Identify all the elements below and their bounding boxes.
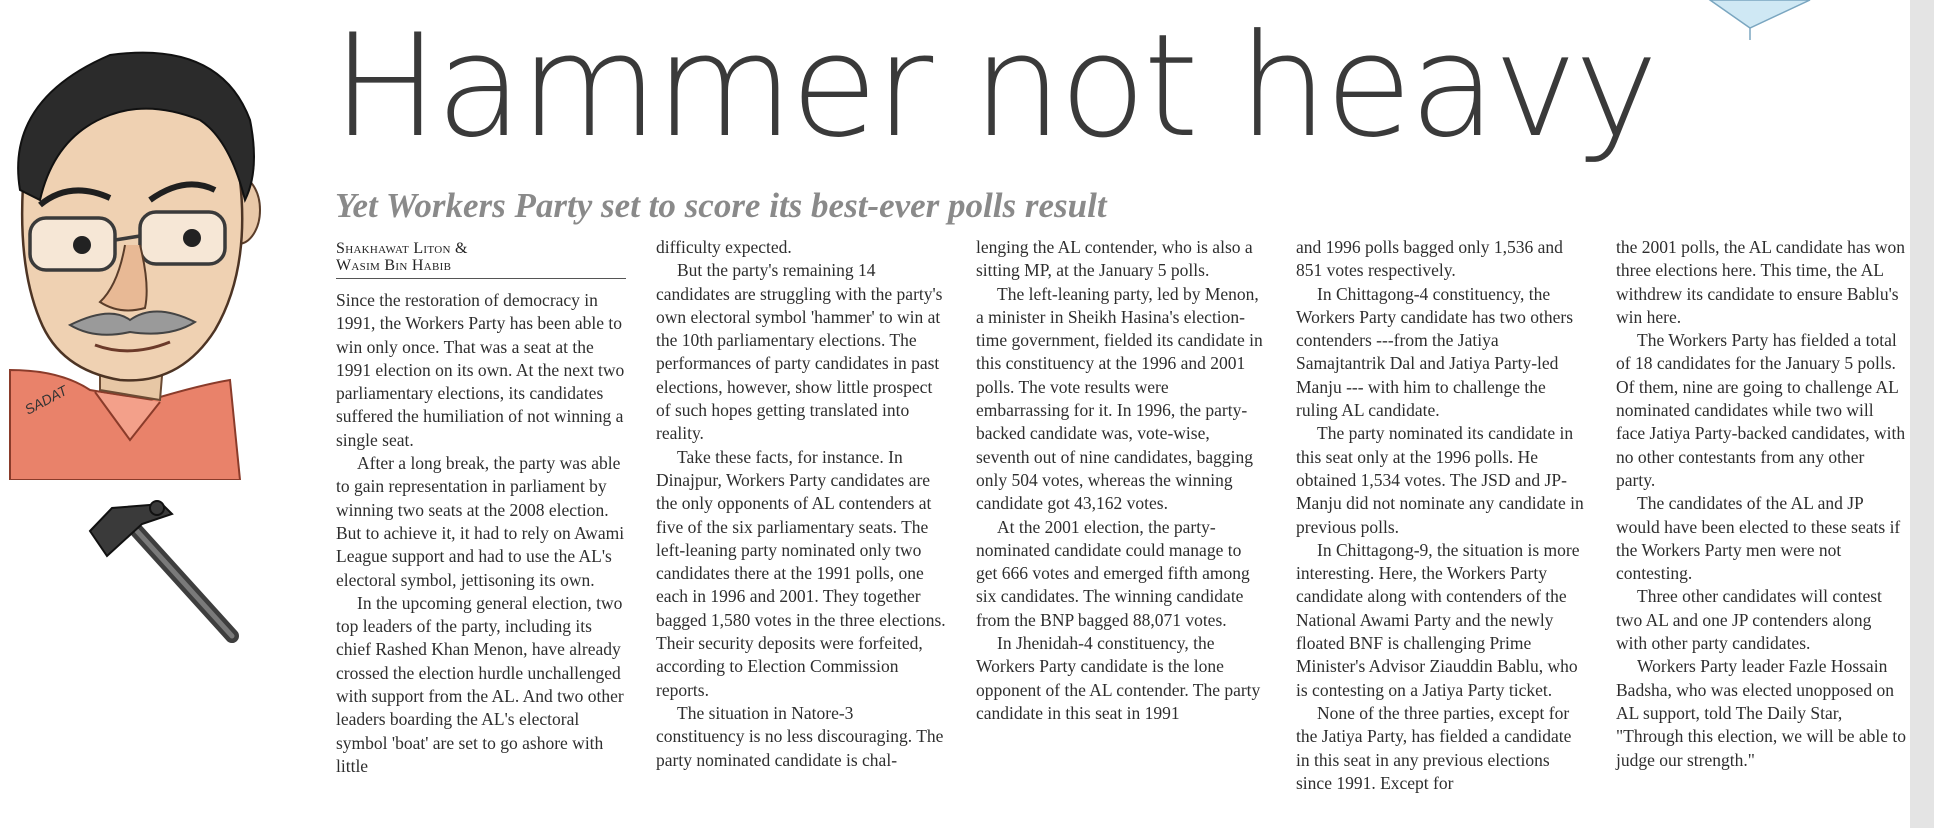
paragraph: The Workers Party has fielded a total of 18 candidates for the January 5 polls. Of them, nine are going to challenge AL nominated candidates while two will face Jatiya Party-backed candidates, with no other contestants from any other party. bbox=[1616, 330, 1906, 490]
byline bbox=[336, 240, 626, 279]
byline-author-2: Wasim Bin Habib bbox=[336, 257, 452, 274]
paragraph: and 1996 polls bagged only 1,536 and 851 votes respectively. bbox=[1296, 237, 1563, 281]
paragraph: In Chittagong-9, the situation is more interesting. Here, the Workers Party candidate along with contenders of the National Awami Party and the newly floated BNF is challenging Prime Minister's Advisor Ziauddin Bablu, who is contesting on a Jatiya Party ticket. bbox=[1296, 539, 1580, 700]
article-column-2 bbox=[656, 236, 946, 772]
hammer-icon bbox=[82, 486, 252, 656]
paragraph: None of the three parties, except for the Jatiya Party, has fielded a candidate in this seat in any previous elections since 1991. Except for bbox=[1296, 702, 1572, 793]
cartoonist-signature: SADAT bbox=[21, 382, 70, 418]
article-column-1 bbox=[336, 289, 626, 778]
paragraph: The situation in Natore-3 constituency is no less discouraging. The party nominated candidate is chal- bbox=[656, 702, 944, 770]
paragraph: The candidates of the AL and JP would have been elected to these seats if the Workers Party men were not contesting. bbox=[1616, 493, 1901, 584]
paragraph: Workers Party leader Fazle Hossain Badsha, who was elected unopposed on AL support, told The Daily Star, "Through this election, we will be able to judge our strength." bbox=[1616, 656, 1906, 770]
paragraph: Three other candidates will contest two AL and one JP contenders along with other party candidates. bbox=[1616, 586, 1882, 654]
article-column-4 bbox=[1296, 236, 1586, 795]
byline-author-1: Shakhawat Liton & bbox=[336, 240, 468, 257]
page-edge-shadow bbox=[1910, 0, 1934, 828]
paragraph: At the 2001 election, the party-nominated candidate could manage to get 666 votes and emerged fifth among six candidates. The winning candidate from the BNP bagged 88,071 votes. bbox=[976, 516, 1250, 630]
paragraph: lenging the AL contender, who is also a sitting MP, at the January 5 polls. bbox=[976, 237, 1253, 281]
paragraph: In the upcoming general election, two top leaders of the party, including its chief Rashed Khan Menon, have already crossed the election hurdle unchallenged with support from the AL. And two other leaders boarding the AL's electoral symbol 'boat' are set to go ashore with little bbox=[336, 592, 624, 776]
caricature-illustration bbox=[0, 40, 300, 480]
paragraph: In Jhenidah-4 constituency, the Workers Party candidate is the lone opponent of the AL contender. The party candidate in this seat in 1991 bbox=[976, 633, 1261, 723]
article-column-3 bbox=[976, 236, 1266, 725]
paragraph: The party nominated its candidate in this seat only at the 1996 polls. He obtained 1,534 votes. The JSD and JP-Manju did not nominate any candidate in previous polls. bbox=[1296, 423, 1584, 537]
subheadline: Yet Workers Party set to score its best-ever polls result bbox=[335, 186, 1107, 225]
paragraph: In Chittagong-4 constituency, the Workers Party candidate has two others contenders ---from the Jatiya Samajtantrik Dal and Jatiya Party-led Manju --- with him to challenge the ruling AL candidate. bbox=[1296, 283, 1574, 421]
cube-graphic bbox=[1690, 0, 1820, 40]
paragraph: After a long break, the party was able to gain representation in parliament by winning two seats at the 2008 election. But to achieve it, it had to rely on Awami League support and had to use the AL's electoral symbol, jettisoning its own. bbox=[336, 453, 625, 590]
paragraph: But the party's remaining 14 candidates are struggling with the party's own electoral symbol 'hammer' to win at the 10th parliamentary elections. The performances of party candidates in past elections, however, show little prospect of such hopes getting translated into reality. bbox=[656, 260, 943, 444]
paragraph: difficulty expected. bbox=[656, 237, 792, 257]
paragraph: the 2001 polls, the AL candidate has won three elections here. This time, the AL withdrew its candidate to ensure Bablu's win here. bbox=[1616, 237, 1906, 327]
paragraph: Since the restoration of democracy in 1991, the Workers Party has been able to win only once. That was a seat at the 1991 election on its own. At the next two parliamentary elections, its candidates suffered the humiliation of not winning a single seat. bbox=[336, 290, 625, 450]
article-column-5 bbox=[1616, 236, 1906, 772]
paragraph: The left-leaning party, led by Menon, a minister in Sheikh Hasina's election-time government, fielded its candidate in this constituency at the 1996 and 2001 polls. The vote results were embarrassing for it. In 1996, the party-backed candidate was, vote-wise, seventh out of nine candidates, bagging only 504 votes, whereas the winning candidate got 43,162 votes. bbox=[976, 283, 1263, 514]
paragraph: Take these facts, for instance. In Dinajpur, Workers Party candidates are the only opponents of AL contenders at five of the six parliamentary seats. The left-leaning party nominated only two candidates there at the 1991 polls, one each in 1996 and 2001. They together bagged 1,580 votes in the three elections. Their security deposits were forfeited, according to Election Commission reports. bbox=[656, 446, 946, 700]
headline: Hammer not heavy bbox=[332, 4, 1656, 169]
